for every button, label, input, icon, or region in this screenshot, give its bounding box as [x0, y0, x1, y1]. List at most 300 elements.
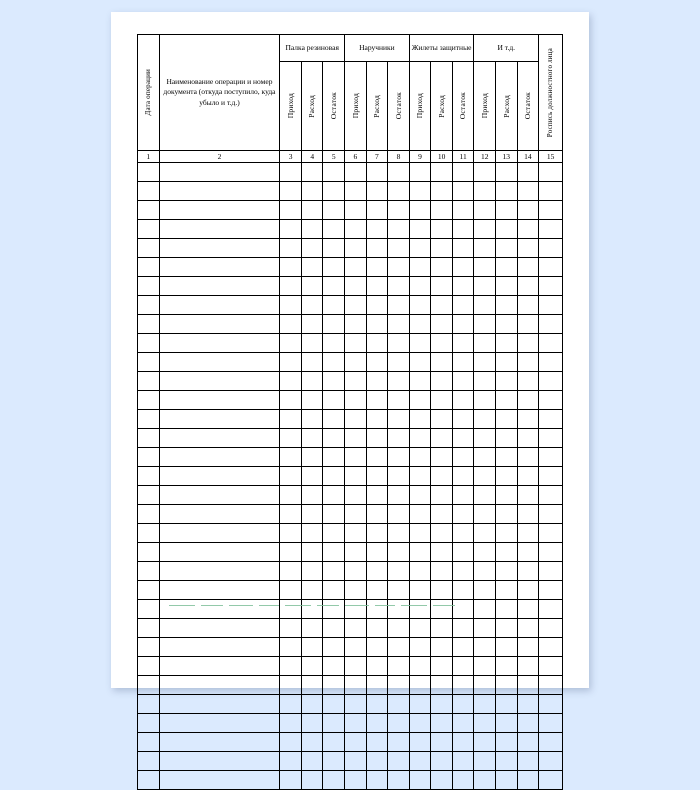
table-cell[interactable]: [474, 239, 496, 258]
table-cell[interactable]: [138, 619, 160, 638]
table-cell[interactable]: [280, 277, 302, 296]
table-cell[interactable]: [517, 429, 539, 448]
table-cell[interactable]: [159, 581, 280, 600]
table-row[interactable]: [138, 372, 563, 391]
table-cell[interactable]: [474, 657, 496, 676]
table-cell[interactable]: [301, 239, 323, 258]
table-cell[interactable]: [431, 486, 453, 505]
table-cell[interactable]: [517, 467, 539, 486]
table-cell[interactable]: [474, 258, 496, 277]
table-cell[interactable]: [474, 524, 496, 543]
table-cell[interactable]: [495, 676, 517, 695]
table-cell[interactable]: [280, 771, 302, 790]
table-cell[interactable]: [517, 752, 539, 771]
table-cell[interactable]: [517, 239, 539, 258]
table-cell[interactable]: [323, 638, 345, 657]
table-cell[interactable]: [301, 771, 323, 790]
table-cell[interactable]: [323, 524, 345, 543]
table-cell[interactable]: [474, 429, 496, 448]
table-cell[interactable]: [366, 771, 388, 790]
table-cell[interactable]: [388, 239, 410, 258]
table-cell[interactable]: [517, 695, 539, 714]
table-cell[interactable]: [345, 714, 367, 733]
table-cell[interactable]: [159, 467, 280, 486]
table-cell[interactable]: [431, 562, 453, 581]
table-cell[interactable]: [431, 372, 453, 391]
table-cell[interactable]: [517, 182, 539, 201]
table-cell[interactable]: [138, 486, 160, 505]
table-cell[interactable]: [159, 258, 280, 277]
table-cell[interactable]: [452, 372, 474, 391]
table-cell[interactable]: [474, 600, 496, 619]
table-cell[interactable]: [159, 353, 280, 372]
table-cell[interactable]: [452, 448, 474, 467]
table-cell[interactable]: [366, 543, 388, 562]
table-cell[interactable]: [431, 638, 453, 657]
table-cell[interactable]: [138, 524, 160, 543]
table-cell[interactable]: [474, 277, 496, 296]
table-cell[interactable]: [539, 543, 563, 562]
table-cell[interactable]: [159, 505, 280, 524]
table-cell[interactable]: [366, 277, 388, 296]
table-cell[interactable]: [280, 543, 302, 562]
table-cell[interactable]: [301, 448, 323, 467]
table-cell[interactable]: [138, 372, 160, 391]
table-cell[interactable]: [431, 182, 453, 201]
table-cell[interactable]: [159, 448, 280, 467]
table-cell[interactable]: [280, 524, 302, 543]
table-cell[interactable]: [452, 353, 474, 372]
table-cell[interactable]: [474, 752, 496, 771]
table-cell[interactable]: [366, 372, 388, 391]
table-cell[interactable]: [474, 410, 496, 429]
table-cell[interactable]: [301, 714, 323, 733]
table-cell[interactable]: [345, 486, 367, 505]
table-cell[interactable]: [517, 657, 539, 676]
table-cell[interactable]: [388, 771, 410, 790]
table-cell[interactable]: [452, 201, 474, 220]
table-cell[interactable]: [517, 733, 539, 752]
table-cell[interactable]: [138, 543, 160, 562]
table-cell[interactable]: [366, 581, 388, 600]
table-cell[interactable]: [323, 277, 345, 296]
table-cell[interactable]: [323, 543, 345, 562]
table-cell[interactable]: [280, 391, 302, 410]
table-cell[interactable]: [452, 657, 474, 676]
table-cell[interactable]: [452, 600, 474, 619]
table-cell[interactable]: [409, 277, 431, 296]
table-cell[interactable]: [159, 695, 280, 714]
table-cell[interactable]: [345, 467, 367, 486]
table-cell[interactable]: [280, 163, 302, 182]
table-cell[interactable]: [280, 562, 302, 581]
table-cell[interactable]: [431, 429, 453, 448]
table-cell[interactable]: [388, 258, 410, 277]
table-cell[interactable]: [539, 410, 563, 429]
table-cell[interactable]: [323, 258, 345, 277]
table-cell[interactable]: [138, 258, 160, 277]
table-cell[interactable]: [452, 315, 474, 334]
table-cell[interactable]: [409, 239, 431, 258]
table-cell[interactable]: [366, 733, 388, 752]
table-cell[interactable]: [431, 201, 453, 220]
table-cell[interactable]: [409, 733, 431, 752]
table-cell[interactable]: [366, 695, 388, 714]
table-cell[interactable]: [495, 505, 517, 524]
table-cell[interactable]: [388, 524, 410, 543]
table-cell[interactable]: [409, 410, 431, 429]
table-row[interactable]: [138, 676, 563, 695]
table-cell[interactable]: [388, 296, 410, 315]
table-row[interactable]: [138, 353, 563, 372]
table-cell[interactable]: [280, 714, 302, 733]
table-cell[interactable]: [474, 163, 496, 182]
table-cell[interactable]: [159, 315, 280, 334]
table-cell[interactable]: [301, 353, 323, 372]
table-cell[interactable]: [431, 334, 453, 353]
table-cell[interactable]: [452, 524, 474, 543]
table-cell[interactable]: [366, 315, 388, 334]
table-cell[interactable]: [431, 619, 453, 638]
table-cell[interactable]: [474, 448, 496, 467]
table-cell[interactable]: [409, 562, 431, 581]
table-cell[interactable]: [345, 239, 367, 258]
table-row[interactable]: [138, 638, 563, 657]
table-cell[interactable]: [366, 619, 388, 638]
table-cell[interactable]: [366, 505, 388, 524]
table-cell[interactable]: [323, 676, 345, 695]
table-cell[interactable]: [388, 619, 410, 638]
table-cell[interactable]: [301, 695, 323, 714]
table-cell[interactable]: [388, 334, 410, 353]
table-cell[interactable]: [452, 277, 474, 296]
table-cell[interactable]: [388, 486, 410, 505]
table-cell[interactable]: [280, 296, 302, 315]
table-cell[interactable]: [452, 163, 474, 182]
table-cell[interactable]: [495, 695, 517, 714]
table-cell[interactable]: [409, 676, 431, 695]
table-cell[interactable]: [495, 201, 517, 220]
table-cell[interactable]: [388, 448, 410, 467]
table-cell[interactable]: [495, 353, 517, 372]
table-cell[interactable]: [159, 391, 280, 410]
table-row[interactable]: [138, 277, 563, 296]
table-cell[interactable]: [323, 391, 345, 410]
table-cell[interactable]: [280, 695, 302, 714]
table-cell[interactable]: [345, 391, 367, 410]
table-cell[interactable]: [159, 334, 280, 353]
table-cell[interactable]: [366, 524, 388, 543]
table-cell[interactable]: [388, 657, 410, 676]
table-cell[interactable]: [301, 619, 323, 638]
table-cell[interactable]: [517, 714, 539, 733]
table-cell[interactable]: [517, 220, 539, 239]
table-cell[interactable]: [366, 410, 388, 429]
table-row[interactable]: [138, 410, 563, 429]
table-cell[interactable]: [345, 619, 367, 638]
table-cell[interactable]: [409, 505, 431, 524]
table-cell[interactable]: [280, 220, 302, 239]
table-cell[interactable]: [323, 600, 345, 619]
table-cell[interactable]: [280, 258, 302, 277]
table-cell[interactable]: [517, 372, 539, 391]
table-cell[interactable]: [345, 581, 367, 600]
table-cell[interactable]: [409, 315, 431, 334]
table-cell[interactable]: [159, 638, 280, 657]
table-cell[interactable]: [452, 676, 474, 695]
table-cell[interactable]: [474, 676, 496, 695]
table-cell[interactable]: [409, 581, 431, 600]
table-cell[interactable]: [517, 581, 539, 600]
table-cell[interactable]: [517, 201, 539, 220]
table-cell[interactable]: [323, 771, 345, 790]
table-cell[interactable]: [138, 562, 160, 581]
table-cell[interactable]: [517, 334, 539, 353]
table-cell[interactable]: [138, 391, 160, 410]
table-cell[interactable]: [280, 600, 302, 619]
table-cell[interactable]: [159, 676, 280, 695]
table-cell[interactable]: [517, 391, 539, 410]
table-cell[interactable]: [323, 353, 345, 372]
table-cell[interactable]: [159, 752, 280, 771]
table-cell[interactable]: [517, 315, 539, 334]
table-cell[interactable]: [388, 277, 410, 296]
table-cell[interactable]: [301, 676, 323, 695]
table-cell[interactable]: [388, 391, 410, 410]
table-cell[interactable]: [495, 220, 517, 239]
table-cell[interactable]: [431, 752, 453, 771]
table-cell[interactable]: [280, 486, 302, 505]
table-cell[interactable]: [301, 258, 323, 277]
table-cell[interactable]: [409, 429, 431, 448]
table-cell[interactable]: [159, 562, 280, 581]
table-cell[interactable]: [280, 353, 302, 372]
table-cell[interactable]: [159, 372, 280, 391]
table-cell[interactable]: [452, 334, 474, 353]
table-cell[interactable]: [323, 315, 345, 334]
table-cell[interactable]: [323, 182, 345, 201]
table-cell[interactable]: [495, 733, 517, 752]
table-cell[interactable]: [280, 581, 302, 600]
table-cell[interactable]: [474, 695, 496, 714]
table-cell[interactable]: [539, 277, 563, 296]
table-cell[interactable]: [431, 277, 453, 296]
table-row[interactable]: [138, 581, 563, 600]
table-cell[interactable]: [495, 182, 517, 201]
table-cell[interactable]: [409, 391, 431, 410]
table-cell[interactable]: [539, 695, 563, 714]
table-cell[interactable]: [280, 334, 302, 353]
table-cell[interactable]: [366, 334, 388, 353]
table-cell[interactable]: [409, 448, 431, 467]
table-cell[interactable]: [388, 676, 410, 695]
table-cell[interactable]: [159, 182, 280, 201]
table-cell[interactable]: [345, 315, 367, 334]
table-cell[interactable]: [431, 695, 453, 714]
table-cell[interactable]: [345, 182, 367, 201]
table-cell[interactable]: [301, 315, 323, 334]
table-cell[interactable]: [345, 277, 367, 296]
table-row[interactable]: [138, 258, 563, 277]
table-cell[interactable]: [452, 543, 474, 562]
table-cell[interactable]: [323, 163, 345, 182]
table-cell[interactable]: [159, 410, 280, 429]
table-cell[interactable]: [138, 600, 160, 619]
table-cell[interactable]: [474, 543, 496, 562]
table-cell[interactable]: [366, 201, 388, 220]
table-cell[interactable]: [517, 258, 539, 277]
table-cell[interactable]: [138, 334, 160, 353]
table-cell[interactable]: [495, 448, 517, 467]
table-row[interactable]: [138, 505, 563, 524]
table-cell[interactable]: [474, 505, 496, 524]
table-cell[interactable]: [323, 562, 345, 581]
table-cell[interactable]: [539, 315, 563, 334]
table-cell[interactable]: [366, 714, 388, 733]
table-cell[interactable]: [323, 695, 345, 714]
table-cell[interactable]: [431, 353, 453, 372]
table-cell[interactable]: [138, 201, 160, 220]
table-cell[interactable]: [159, 619, 280, 638]
table-cell[interactable]: [138, 277, 160, 296]
table-cell[interactable]: [301, 163, 323, 182]
table-cell[interactable]: [366, 467, 388, 486]
table-cell[interactable]: [280, 638, 302, 657]
table-cell[interactable]: [388, 695, 410, 714]
table-cell[interactable]: [159, 733, 280, 752]
table-cell[interactable]: [366, 486, 388, 505]
table-cell[interactable]: [301, 524, 323, 543]
table-cell[interactable]: [409, 372, 431, 391]
table-cell[interactable]: [159, 524, 280, 543]
table-cell[interactable]: [539, 296, 563, 315]
table-row[interactable]: [138, 220, 563, 239]
table-cell[interactable]: [301, 220, 323, 239]
table-cell[interactable]: [345, 334, 367, 353]
table-cell[interactable]: [366, 296, 388, 315]
table-cell[interactable]: [345, 163, 367, 182]
table-cell[interactable]: [301, 372, 323, 391]
table-cell[interactable]: [474, 733, 496, 752]
table-cell[interactable]: [409, 619, 431, 638]
table-cell[interactable]: [517, 619, 539, 638]
table-cell[interactable]: [388, 201, 410, 220]
table-cell[interactable]: [345, 752, 367, 771]
table-cell[interactable]: [409, 524, 431, 543]
table-cell[interactable]: [495, 163, 517, 182]
table-cell[interactable]: [539, 429, 563, 448]
table-cell[interactable]: [517, 676, 539, 695]
table-cell[interactable]: [345, 676, 367, 695]
table-cell[interactable]: [388, 163, 410, 182]
table-cell[interactable]: [138, 353, 160, 372]
table-cell[interactable]: [280, 733, 302, 752]
table-cell[interactable]: [301, 334, 323, 353]
table-cell[interactable]: [452, 695, 474, 714]
table-cell[interactable]: [345, 258, 367, 277]
table-cell[interactable]: [495, 391, 517, 410]
table-cell[interactable]: [138, 448, 160, 467]
table-cell[interactable]: [301, 296, 323, 315]
table-cell[interactable]: [539, 391, 563, 410]
table-cell[interactable]: [323, 467, 345, 486]
table-cell[interactable]: [159, 277, 280, 296]
table-cell[interactable]: [138, 239, 160, 258]
table-cell[interactable]: [474, 486, 496, 505]
table-cell[interactable]: [323, 752, 345, 771]
table-cell[interactable]: [495, 562, 517, 581]
table-cell[interactable]: [345, 410, 367, 429]
table-cell[interactable]: [539, 676, 563, 695]
table-cell[interactable]: [280, 410, 302, 429]
table-row[interactable]: [138, 752, 563, 771]
table-cell[interactable]: [517, 543, 539, 562]
table-cell[interactable]: [431, 657, 453, 676]
table-cell[interactable]: [474, 182, 496, 201]
table-row[interactable]: [138, 334, 563, 353]
table-cell[interactable]: [517, 638, 539, 657]
table-cell[interactable]: [366, 448, 388, 467]
table-cell[interactable]: [138, 429, 160, 448]
table-cell[interactable]: [539, 182, 563, 201]
table-cell[interactable]: [345, 638, 367, 657]
table-cell[interactable]: [517, 163, 539, 182]
table-cell[interactable]: [388, 733, 410, 752]
table-cell[interactable]: [280, 505, 302, 524]
table-cell[interactable]: [474, 201, 496, 220]
table-cell[interactable]: [431, 771, 453, 790]
table-cell[interactable]: [159, 657, 280, 676]
table-cell[interactable]: [323, 448, 345, 467]
table-row[interactable]: [138, 562, 563, 581]
table-cell[interactable]: [301, 429, 323, 448]
table-cell[interactable]: [345, 771, 367, 790]
table-cell[interactable]: [301, 562, 323, 581]
table-cell[interactable]: [159, 201, 280, 220]
table-cell[interactable]: [409, 220, 431, 239]
table-cell[interactable]: [366, 391, 388, 410]
table-cell[interactable]: [452, 258, 474, 277]
table-row[interactable]: [138, 467, 563, 486]
table-cell[interactable]: [159, 220, 280, 239]
table-cell[interactable]: [301, 410, 323, 429]
table-cell[interactable]: [452, 638, 474, 657]
table-cell[interactable]: [431, 581, 453, 600]
table-cell[interactable]: [517, 296, 539, 315]
table-cell[interactable]: [539, 771, 563, 790]
table-cell[interactable]: [301, 600, 323, 619]
table-cell[interactable]: [366, 429, 388, 448]
table-cell[interactable]: [409, 296, 431, 315]
table-cell[interactable]: [517, 524, 539, 543]
table-cell[interactable]: [301, 752, 323, 771]
table-cell[interactable]: [159, 296, 280, 315]
table-cell[interactable]: [495, 600, 517, 619]
table-cell[interactable]: [495, 277, 517, 296]
table-cell[interactable]: [517, 277, 539, 296]
table-cell[interactable]: [138, 296, 160, 315]
table-cell[interactable]: [431, 467, 453, 486]
table-cell[interactable]: [159, 163, 280, 182]
table-cell[interactable]: [138, 676, 160, 695]
table-cell[interactable]: [323, 733, 345, 752]
table-cell[interactable]: [474, 220, 496, 239]
table-row[interactable]: [138, 714, 563, 733]
table-cell[interactable]: [431, 296, 453, 315]
table-cell[interactable]: [539, 657, 563, 676]
table-cell[interactable]: [452, 581, 474, 600]
table-cell[interactable]: [138, 410, 160, 429]
